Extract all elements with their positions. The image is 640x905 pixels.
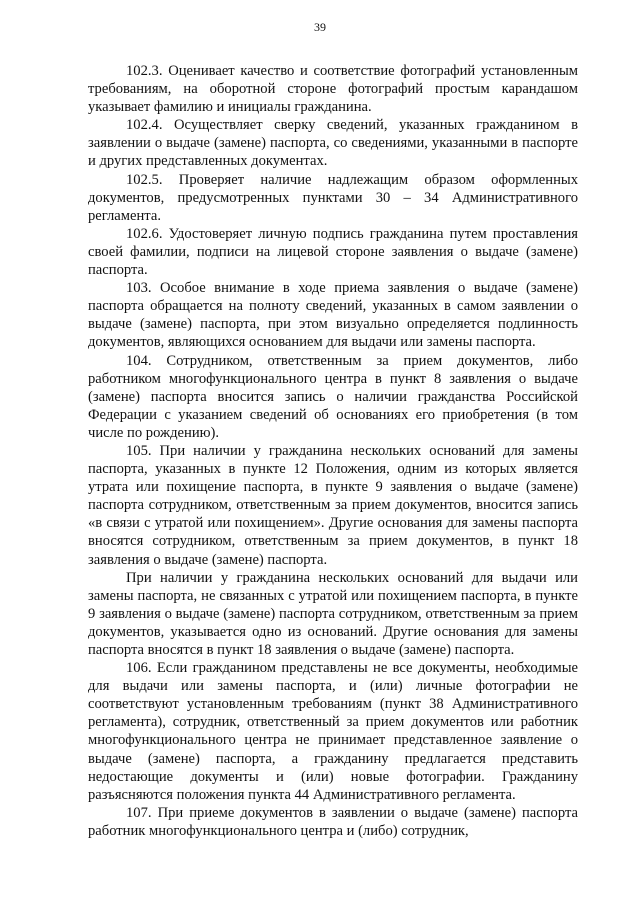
paragraph-104: 104. Сотрудником, ответственным за прием документов, либо работником многофункционального центра в пункт 8 заявления о выдаче (замене) паспорта вносится запись о наличии гражданства Российской Федерации с указанием сведений об основаниях его приобретения (в том числе по рождению).: [88, 352, 578, 441]
document-body: [88, 62, 578, 840]
paragraph-106: 106. Если гражданином представлены не все документы, необходимые для выдачи или замены паспорта, и (или) личные фотографии не соответствуют установленным требованиям (пункт 38 Административного регламента), сотрудник, ответственный за прием документов или работник многофункционального центра не принимает представленное заявление о выдаче (замене) паспорта, а гражданину предлагается представить недостающие документы и (или) новые фотографии. Гражданину разъясняются положения пункта 44 Административного регламента.: [88, 660, 578, 803]
paragraph-103: 103. Особое внимание в ходе приема заявления о выдаче (замене) паспорта обращается на полноту сведений, указанных в самом заявлении о выдаче (замене) паспорта, при этом визуально определяется подлинность документов, являющихся основанием для выдачи или замены паспорта.: [88, 280, 578, 351]
paragraph-105: 105. При наличии у гражданина нескольких оснований для замены паспорта, указанных в пункте 12 Положения, одним из которых является утрата или похищение паспорта, в пункте 9 заявления о выдаче (замене) паспорта сотрудником, ответственным за прием документов, вносится запись «в связи с утратой или похищением». Другие основания для замены паспорта вносятся сотрудником, ответственным за прием документов, в пункт 18 заявления о выдаче (замене) паспорта.: [88, 442, 578, 568]
paragraph-102-6: 102.6. Удостоверяет личную подпись гражданина путем проставления своей фамилии, подписи на лицевой стороне заявления о выдаче (замене) паспорта.: [88, 225, 578, 279]
page-number: 39: [314, 20, 326, 34]
paragraph-102-4: 102.4. Осуществляет сверку сведений, указанных гражданином в заявлении о выдаче (замене) паспорта, со сведениями, указанными в паспорте и других представленных документах.: [88, 117, 578, 170]
paragraph-105-continued: При наличии у гражданина нескольких оснований для выдачи или замены паспорта, не связанных с утратой или похищением паспорта, в пункте 9 заявления о выдаче (замене) паспорта сотрудником, ответственным за прием документов, указывается одно из оснований. Другие основания для замены паспорта вносятся в пункт 18 заявления о выдаче (замене) паспорта.: [88, 569, 578, 658]
paragraph-102-3: 102.3. Оценивает качество и соответствие фотографий установленным требованиям, на оборотной стороне фотографий простым карандашом указывает фамилию и инициалы гражданина.: [88, 63, 578, 116]
paragraph-107: 107. При приеме документов в заявлении о выдаче (замене) паспорта работник многофункционального центра и (либо) сотрудник,: [88, 804, 578, 839]
paragraph-102-5: 102.5. Проверяет наличие надлежащим образом оформленных документов, предусмотренных пунктами 30 – 34 Административного регламента.: [88, 171, 578, 224]
